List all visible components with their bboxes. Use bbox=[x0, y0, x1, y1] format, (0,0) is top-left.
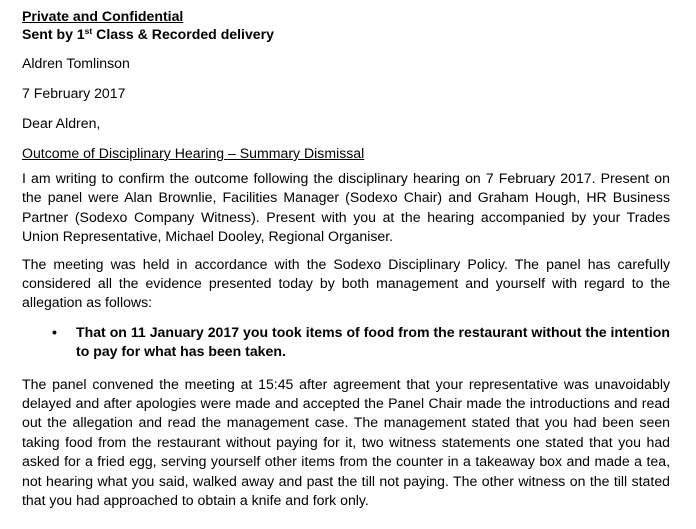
salutation: Dear Aldren, bbox=[22, 115, 101, 131]
policy-paragraph: The meeting was held in accordance with the Sodexo Disciplinary Policy. The panel has carefully considered all the evidence presented today by both management and yourself with regard to the allegation as follows: bbox=[22, 255, 670, 311]
letter-subject: Outcome of Disciplinary Hearing – Summary Dismissal bbox=[22, 145, 365, 161]
allegation-item bbox=[52, 323, 670, 362]
delivery-method-suffix: Class & Recorded delivery bbox=[92, 26, 274, 42]
letter-page bbox=[22, 7, 670, 511]
confidential-heading: Private and Confidential bbox=[22, 8, 184, 24]
opening-paragraph: I am writing to confirm the outcome following the disciplinary hearing on 7 February 2017. Present on the panel were Alan Brownlie, Facilities Manager (Sodexo Chair) and Graham Hough, HR Business Partner (Sodexo Company Witness). Present with you at the hearing accompanied by your Trades Union Representative, Michael Dooley, Regional Organiser. bbox=[22, 170, 670, 245]
allegation-text: That on 11 January 2017 you took items of food from the restaurant without the intention to pay for what has been taken. bbox=[76, 323, 670, 360]
hearing-summary-paragraph: The panel convened the meeting at 15:45 after agreement that your representative was unavoidably delayed and after apologies were made and accepted the Panel Chair made the introductions and read out the allegation and read the management case. The management stated that you had been seen taking food from the restaurant without paying for it, two witness statements one stated that you had asked for a fried egg, serving yourself other items from the counter in a takeaway box and made a tea, not hearing what you said, walked away and past the till not paying. The other witness on the till stated that you had approached to obtain a knife and fork only. bbox=[22, 375, 670, 509]
delivery-method-superscript: st bbox=[84, 26, 93, 36]
letter-date: 7 February 2017 bbox=[22, 85, 126, 101]
delivery-method bbox=[22, 25, 670, 43]
recipient-name: Aldren Tomlinson bbox=[22, 55, 130, 71]
delivery-method-prefix: Sent by 1 bbox=[22, 26, 85, 42]
bullet-icon: • bbox=[52, 323, 57, 340]
